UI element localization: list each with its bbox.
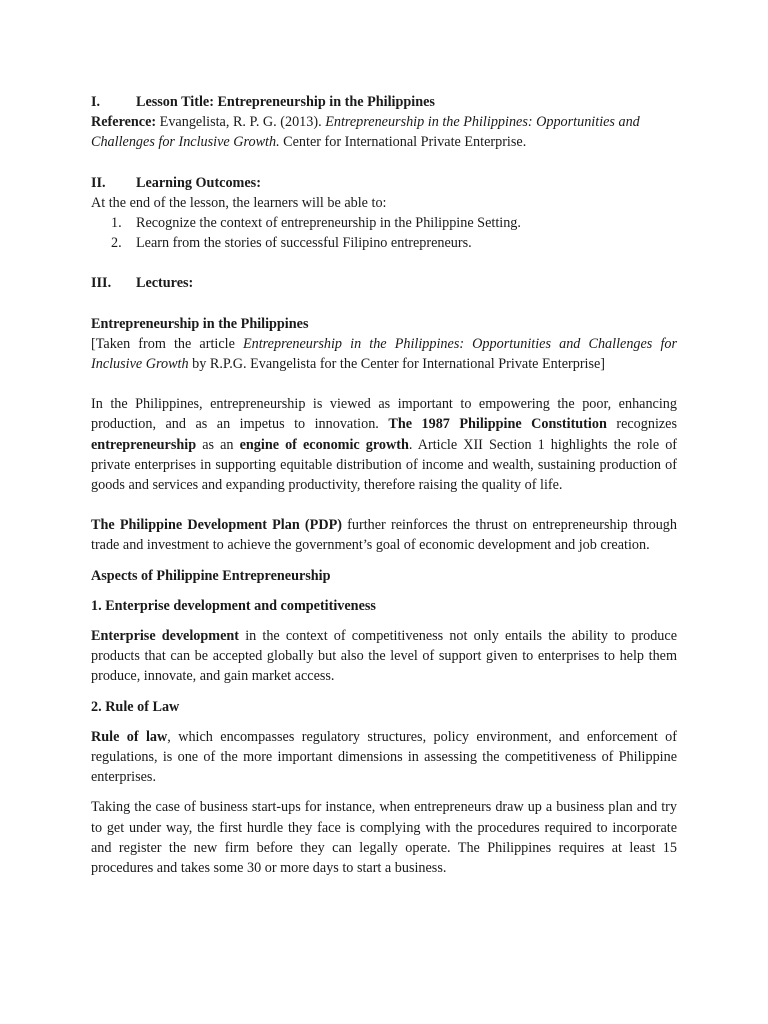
source-suffix: by R.P.G. Evangelista for the Center for International Private Enterprise]: [192, 356, 606, 373]
pdp-text: further reinforces the thrust on entrepreneurship through trade and investment to achieve the government’s goal of economic development and job creation.: [91, 517, 677, 554]
list-item: [91, 213, 677, 233]
section-2-number: II.: [91, 174, 106, 191]
list-item-text: Learn from the stories of successful Filipino entrepreneurs.: [136, 235, 472, 252]
list-item: [91, 233, 677, 253]
paragraph-startups: Taking the case of business start-ups for instance, when entrepreneurs draw up a business plan and try to get under way, the first hurdle they face is complying with the procedures required to incorporate and register the new firm before they can legally operate. The Philippines requires at least 15 procedures and takes some 30 or more days to start a business.: [91, 799, 677, 877]
reference-label: Reference:: [91, 114, 157, 131]
outcomes-list: [91, 213, 677, 253]
section-1-number: I.: [91, 94, 101, 110]
p1-constitution: The 1987 Philippine Constitution: [388, 416, 607, 433]
aspect-2-term: Rule of law: [91, 728, 168, 745]
section-3-title: Lectures:: [136, 275, 194, 292]
aspect-1-paragraph: [91, 626, 677, 687]
section-2-heading: [91, 173, 677, 193]
list-item-number: 1.: [111, 215, 122, 232]
lecture-title: Entrepreneurship in the Philippines: [91, 315, 309, 332]
p1-entrepreneurship: entrepreneurship: [91, 436, 197, 453]
p1-text-a: In the Philippines, entrepreneurship is viewed as important to empowering the poor, enhancing production, and as an impetus to innovation.: [91, 396, 677, 433]
aspect-2-paragraph: [91, 727, 677, 788]
aspect-2-text: , which encompasses regulatory structures, policy environment, and enforcement of regulations, is one of the more important dimensions in assessing the competitiveness of Philippine enterprises.: [91, 728, 677, 786]
section-2-title: Learning Outcomes:: [136, 174, 261, 191]
reference-citation: [91, 112, 677, 152]
aspect-1-term: Enterprise development: [91, 628, 240, 645]
paragraph-constitution: [91, 394, 677, 495]
p1-text-c: recognizes: [616, 416, 678, 433]
source-article-title: Entrepreneurship in the Philippines: Opportunities and Challenges for Inclusive Growth: [91, 335, 677, 373]
aspects-heading: Aspects of Philippine Entrepreneurship: [91, 567, 331, 584]
reference-author: Evangelista, R. P. G. (2013).: [159, 114, 322, 131]
reference-publisher: Center for International Private Enterprise.: [283, 134, 527, 151]
section-1-title: Lesson Title: Entrepreneurship in the Philippines: [136, 94, 435, 110]
section-3-heading: [91, 273, 677, 293]
aspect-2-heading: 2. Rule of Law: [91, 698, 180, 715]
document-page: [91, 92, 677, 878]
section-3-number: III.: [91, 275, 112, 292]
p1-text-g: . Article XII Section 1 highlights the role of private enterprises in supporting equitable distribution of income and wealth, sustaining production of goods and services and expanding productivity, therefore raising the quality of life.: [91, 436, 678, 494]
pdp-label: The Philippine Development Plan (PDP): [91, 517, 342, 534]
p1-engine: engine of economic growth: [239, 436, 409, 453]
source-prefix: [Taken from the article: [91, 335, 235, 352]
list-item-number: 2.: [111, 235, 122, 252]
outcomes-intro: At the end of the lesson, the learners will be able to:: [91, 194, 387, 211]
p1-text-e: as an: [202, 436, 234, 453]
list-item-text: Recognize the context of entrepreneurship in the Philippine Setting.: [136, 215, 521, 232]
aspect-1-text: in the context of competitiveness not only entails the ability to produce products that can be accepted globally but also the level of support given to enterprises to help them produce, innovate, and gain market access.: [91, 628, 677, 685]
section-1-heading: [91, 92, 677, 112]
aspect-1-heading: 1. Enterprise development and competitiveness: [91, 597, 376, 614]
reference-title: Entrepreneurship in the Philippines: Opportunities and Challenges for Inclusive Growth.: [91, 114, 640, 151]
paragraph-pdp: [91, 515, 677, 555]
lecture-source: [91, 334, 677, 374]
